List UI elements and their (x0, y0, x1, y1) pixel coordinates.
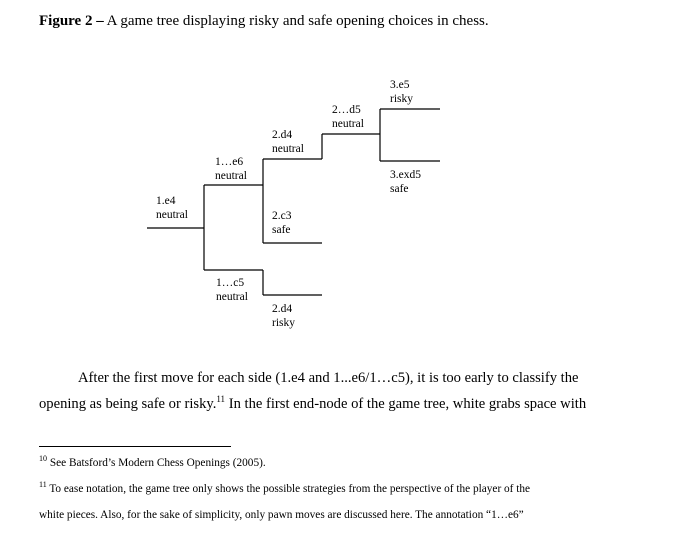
footnote-text: white pieces. Also, for the sake of simplicity, only pawn moves are discussed here. The annotation “1…e6” (39, 509, 524, 521)
footnote-number: 10 (39, 454, 47, 463)
footnote-number: 11 (39, 480, 47, 489)
node-type: risky (272, 317, 295, 329)
node-type: neutral (332, 118, 364, 130)
figure-caption-text: A game tree displaying risky and safe opening choices in chess. (103, 13, 489, 29)
node-type: risky (390, 93, 413, 105)
node-type: safe (390, 183, 409, 195)
node-1-c5 (216, 276, 248, 304)
node-type: safe (272, 224, 291, 236)
node-move: 3.exd5 (390, 169, 421, 181)
footnote-ref-11: 11 (216, 394, 226, 404)
footnote-text: To ease notation, the game tree only shows the possible strategies from the perspective of the player of the (46, 483, 531, 495)
footnote-11 (39, 480, 531, 495)
node-2-c3 (272, 209, 291, 237)
footnote-11-cont (39, 509, 524, 521)
footnote-text: See Batsford’s Modern Chess Openings (2005). (47, 457, 266, 469)
node-type: neutral (156, 209, 188, 221)
node-2-d4-risky (272, 302, 295, 330)
figure-label: Figure 2 – (39, 13, 104, 29)
node-move: 2.d4 (272, 303, 293, 315)
node-move: 2.c3 (272, 210, 292, 222)
footnote-separator (39, 446, 231, 447)
node-move: 3.e5 (390, 79, 410, 91)
body-line-2 (39, 394, 586, 414)
node-move: 2…d5 (332, 104, 361, 116)
node-move: 2.d4 (272, 129, 293, 141)
node-3-e5 (390, 78, 413, 106)
footnote-10 (39, 454, 266, 469)
node-move: 1.e4 (156, 195, 176, 207)
node-move: 1…e6 (215, 156, 244, 168)
node-type: neutral (215, 170, 247, 182)
node-2-d4-neutral (272, 128, 304, 156)
node-3-exd5 (390, 168, 421, 196)
body-line-1: After the first move for each side (1.e4 and 1...e6/1…c5), it is too early to classify the (78, 370, 579, 386)
node-move: 1…c5 (216, 277, 245, 289)
body-line-2-start: opening as being safe or risky. (39, 396, 217, 412)
node-type: neutral (272, 143, 304, 155)
node-1-e4 (156, 194, 188, 222)
node-type: neutral (216, 291, 248, 303)
node-2-d5 (332, 103, 364, 131)
node-1-e6 (215, 155, 247, 183)
body-line-2-end: In the first end-node of the game tree, white grabs space with (225, 396, 587, 412)
